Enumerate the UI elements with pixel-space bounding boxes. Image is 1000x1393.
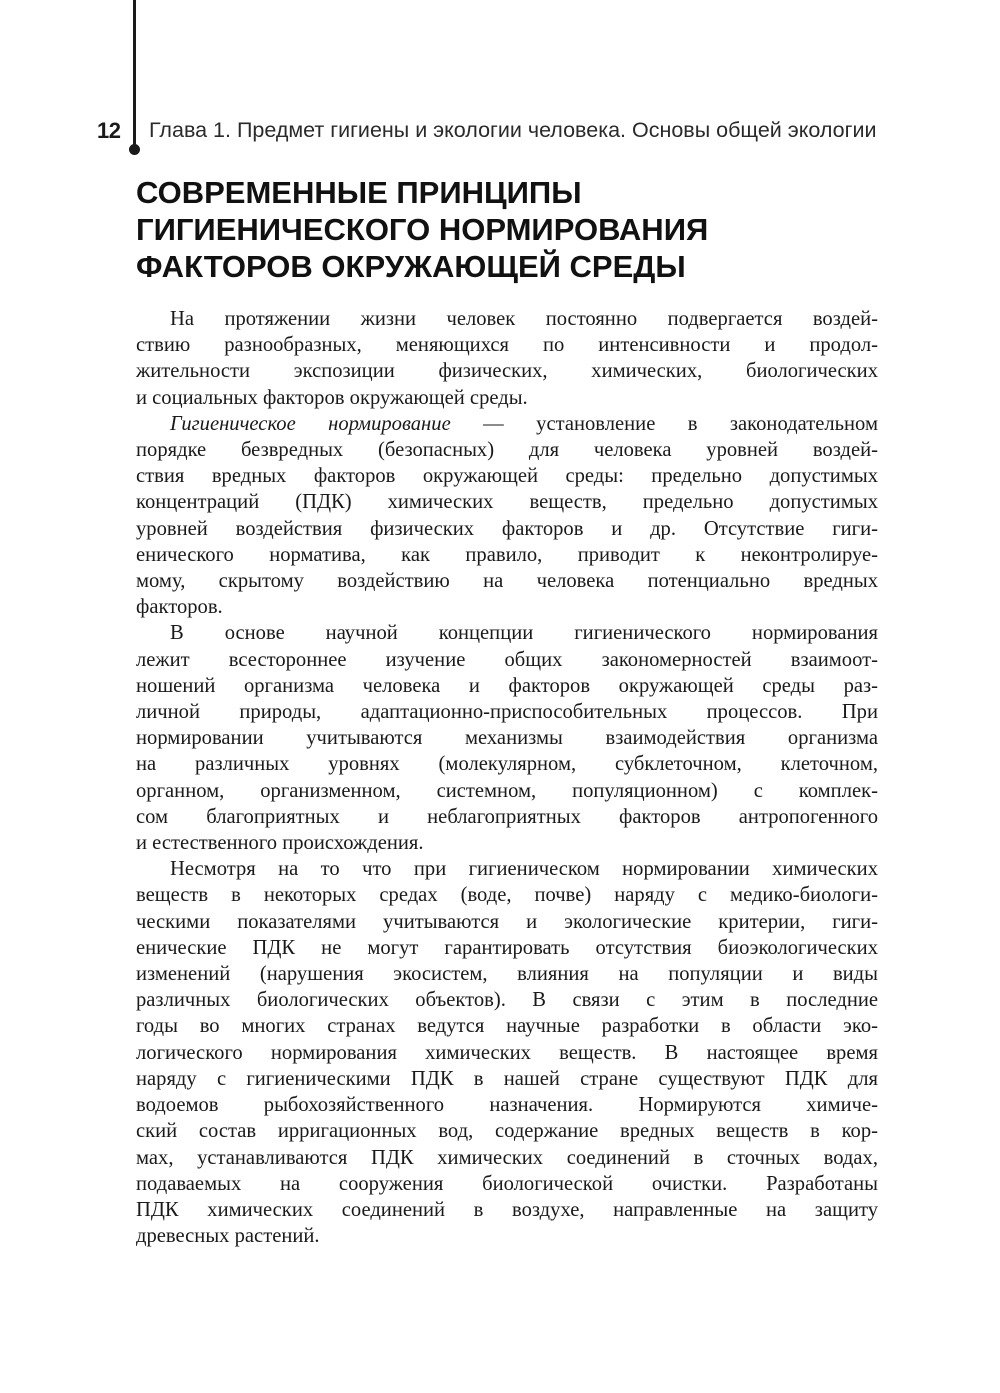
text-line: годы во многих странах ведутся научные разработки в области эко- [136, 1015, 878, 1038]
text-line: ческими показателями учитываются и экологические критерии, гиги- [136, 910, 878, 933]
text-line: На протяжении жизни человек постоянно подвергается воздей- [170, 308, 878, 330]
text-line: ПДК химических соединений в воздухе, направленные на защиту [136, 1198, 878, 1221]
text-line: подаваемых на сооружения биологической очистки. Разработаны [136, 1172, 878, 1195]
text-line: концентраций (ПДК) химических веществ, предельно допустимых [136, 491, 878, 514]
paragraph [136, 411, 878, 621]
text-line: сом благоприятных и неблагоприятных факторов антропогенного [136, 805, 878, 828]
section-title-line: ФАКТОРОВ ОКРУЖАЮЩЕЙ СРЕДЫ [136, 249, 686, 284]
paragraph [136, 620, 878, 856]
text-line: веществ в некоторых средах (воде, почве) наряду с медико-биологи- [136, 884, 878, 907]
text-line: уровней воздействия физических факторов и др. Отсутствие гиги- [136, 517, 878, 540]
section-title-line: ГИГИЕНИЧЕСКОГО НОРМИРОВАНИЯ [136, 212, 709, 247]
running-head: Глава 1. Предмет гигиены и экологии человека. Основы общей экологии [149, 118, 877, 142]
text-fragment: — установление в законодательном [450, 412, 878, 435]
header-vertical-rule [133, 0, 136, 148]
section-title [136, 174, 896, 285]
text-line: и естественного происхождения. [136, 832, 424, 855]
text-line: Несмотря на то что при гигиеническом нормировании химических [170, 858, 878, 881]
text-line: и социальных факторов окружающей среды. [136, 386, 528, 409]
text-line: органном, организменном, системном, популяционном) с комплек- [136, 779, 878, 802]
text-line: древесных растений. [136, 1225, 320, 1248]
paragraph [136, 306, 878, 411]
text-line: на различных уровнях (молекулярном, субклеточном, клеточном, [136, 753, 878, 776]
text-line: различных биологических объектов). В связи с этим в последние [136, 989, 878, 1012]
text-line: мому, скрытому воздействию на человека потенциально вредных [136, 570, 878, 593]
text-line: мах, устанавливаются ПДК химических соединений в сточных водах, [136, 1146, 878, 1169]
text-line: ствия вредных факторов окружающей среды: предельно допустимых [136, 465, 878, 488]
page-number: 12 [97, 118, 121, 143]
paragraph [136, 856, 878, 1249]
section-title-line: СОВРЕМЕННЫЕ ПРИНЦИПЫ [136, 175, 582, 210]
text-line: наряду с гигиеническими ПДК в нашей стране существуют ПДК для [136, 1067, 878, 1090]
header-rule-dot [129, 144, 140, 155]
text-line: изменений (нарушения экосистем, влияния на популяции и виды [136, 963, 878, 986]
text-line: ношений организма человека и факторов окружающей среды раз- [136, 674, 878, 697]
text-line [136, 411, 878, 437]
text-line: ский состав ирригационных вод, содержание вредных веществ в кор- [136, 1120, 878, 1143]
text-line: водоемов рыбохозяйственного назначения. Нормируются химиче- [136, 1094, 878, 1117]
text-line: енического норматива, как правило, приводит к неконтролируе- [136, 543, 878, 566]
text-line: нормировании учитываются механизмы взаимодействия организма [136, 727, 878, 750]
text-line: В основе научной концепции гигиенического нормирования [170, 622, 878, 645]
term-definition: Гигиеническое нормирование [170, 412, 451, 435]
text-line: лежит всестороннее изучение общих закономерностей взаимоот- [136, 648, 878, 671]
text-line: енические ПДК не могут гарантировать отсутствия биоэкологических [136, 936, 878, 959]
body-text [136, 306, 878, 1249]
text-line: факторов. [136, 596, 223, 619]
text-line: жительности экспозиции физических, химических, биологических [136, 360, 878, 383]
text-line: логического нормирования химических веществ. В настоящее время [136, 1041, 878, 1064]
text-line: ствию разнообразных, меняющихся по интенсивности и продол- [136, 334, 878, 357]
text-line: порядке безвредных (безопасных) для человека уровней воздей- [136, 439, 878, 462]
text-line: личной природы, адаптационно-приспособительных процессов. При [136, 701, 878, 724]
